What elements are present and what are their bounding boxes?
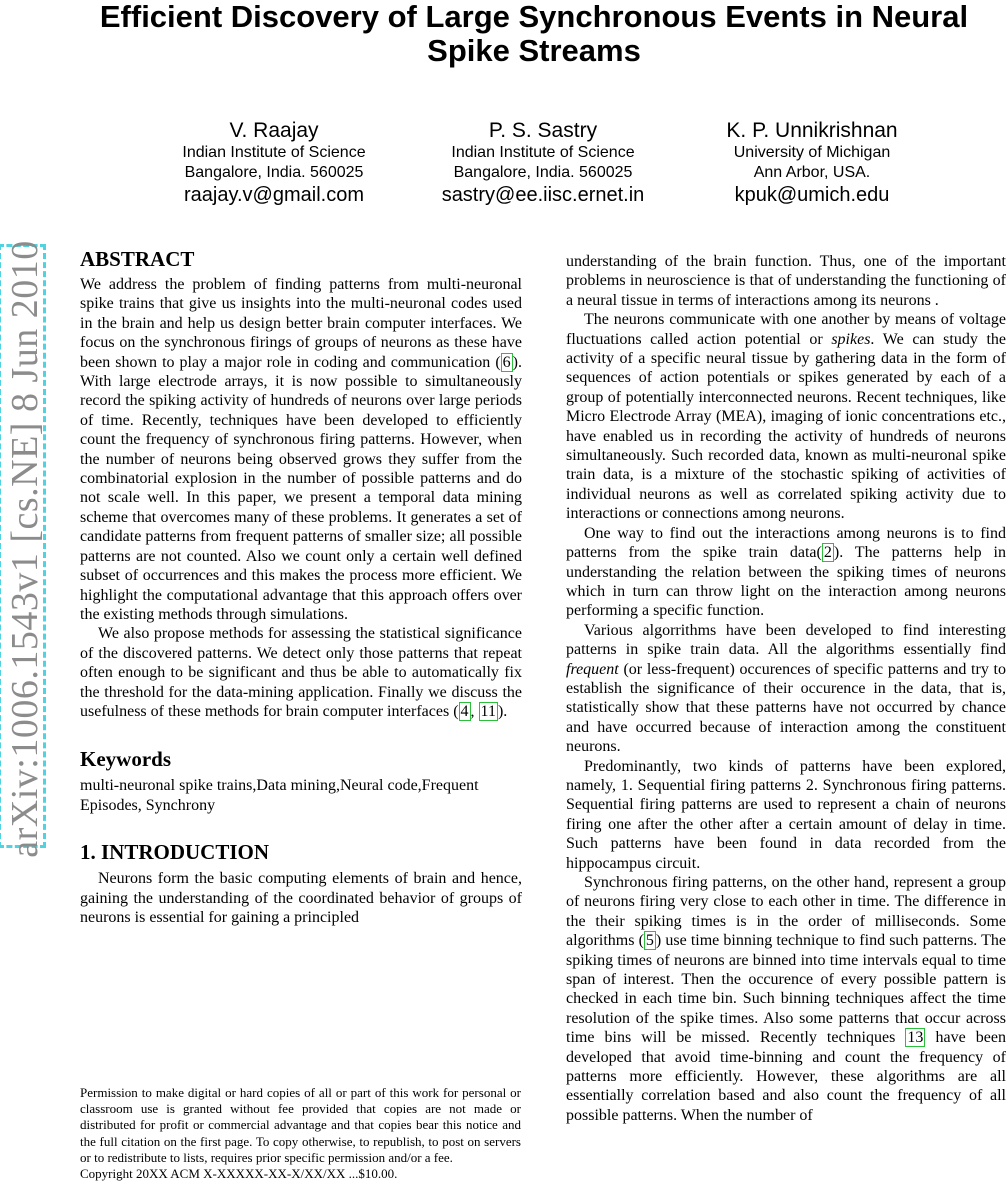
author-name: K. P. Unnikrishnan	[726, 119, 898, 142]
copyright-line: Copyright 20XX ACM X-XXXXX-XX-X/XX/XX ...$10.00.	[80, 1166, 398, 1182]
body-paragraph: Synchronous firing patterns, on the other hand, represent a group of neurons firing very close to each other in time. The difference in the their spiking times is in the order of milliseconds. Some algorithms ( 5 ) use time binning technique to find such patterns. The spiking times of neurons are binned into time intervals equal to time span of interest. Then the occurence of every possible pattern is checked in each time bin. Such binning techniques affect the time resolution of the spike times. Also some patterns that occur across time bins will be missed. Recently techniques 13 have been developed that avoid time-binning and count the frequency of patterns more efficiently. However, these algorithms are all essentially correlation based and also count the frequency of all possible patterns. When the number of	[566, 874, 1007, 1124]
author-affiliation: Indian Institute of Science	[182, 144, 366, 161]
author-email[interactable]: sastry@ee.iisc.ernet.in	[441, 184, 645, 206]
keywords-heading: Keywords	[80, 747, 171, 772]
permission-text: Permission to make digital or hard copies of all or part of this work for personal or classroom use is granted without fee provided that copies are not made or distributed for profit or commercial advantage and that copies bear this notice and the full citation on the first page. To copy otherwise, to republish, to post on servers or to redistribute to lists, requires prior specific permission and/or a fee.	[80, 1085, 521, 1165]
body-paragraph: Predominantly, two kinds of patterns have been explored, namely, 1. Sequential firing patterns 2. Synchronous firing patterns. Sequential firing patterns are used to represent a chain of neurons firing one after the other after a certain amount of delay in time. Such patterns have been found in data recorded from the hippocampus circuit.	[566, 757, 1006, 872]
author-2	[428, 118, 658, 207]
keywords-text: multi-neuronal spike trains,Data mining,Neural code,Frequent Episodes, Synchrony	[80, 777, 479, 814]
left-column	[80, 246, 522, 927]
citation-link[interactable]: 6	[502, 353, 511, 371]
body-paragraph: Various algorrithms have been developed to find interesting patterns in spike train data. All the algorithms essentially find frequent (or less-frequent) occurences of specific patterns and try to establish the significance of their occurence in the data, that is, statistically show that these patterns have not occurred by chance and have occurred because of interaction among the constituent neurons.	[566, 621, 1006, 756]
author-address: Bangalore, India. 560025	[453, 164, 633, 181]
author-email[interactable]: kpuk@umich.edu	[734, 184, 890, 206]
introduction-heading: 1. INTRODUCTION	[80, 840, 270, 865]
arxiv-stamp-box[interactable]	[0, 240, 46, 858]
intro-paragraph: Neurons form the basic computing elements of brain and hence, gaining the understanding of the coordinated behavior of groups of neurons is essential for gaining a principled	[80, 870, 522, 926]
citation-link[interactable]: 13	[907, 1029, 924, 1047]
body-paragraph: understanding of the brain function. Thus, one of the important problems in neuroscience is that of understanding the functioning of a neural tissue in terms of interactions among its neurons .	[566, 253, 1006, 309]
author-address: Ann Arbor, USA.	[753, 164, 871, 181]
author-affiliation: Indian Institute of Science	[451, 144, 635, 161]
arxiv-identifier: arXiv:1006.1543v1 [cs.NE] 8 Jun 2010	[4, 240, 46, 858]
body-paragraph: One way to find out the interactions among neurons is to find patterns from the spike train data( 2 ). The patterns help in understanding the relation between the spiking times of neurons which in turn can throw light on the interaction among neurons performing a specific function.	[566, 524, 1006, 620]
author-1	[168, 118, 380, 207]
citation-link[interactable]: 4	[460, 702, 469, 720]
citation-link[interactable]: 5	[645, 932, 654, 950]
abstract-heading: ABSTRACT	[80, 247, 195, 271]
author-3	[712, 118, 912, 207]
author-name: V. Raajay	[229, 119, 319, 142]
paper-title: Efficient Discovery of Large Synchronous Events in Neural Spike Streams	[99, 0, 969, 68]
author-email[interactable]: raajay.v@gmail.com	[184, 184, 364, 206]
author-name: P. S. Sastry	[488, 119, 598, 142]
citation-link[interactable]: 2	[823, 544, 832, 562]
body-paragraph: The neurons communicate with one another by means of voltage fluctuations called action potential or spikes. We can study the activity of a specific neural tissue by gathering data in the form of sequences of action potentials or spikes generated by each of a group of potentially interconnected neurons. Recent techniques, like Micro Electrode Array (MEA), imaging of ionic concentrations etc., have enabled us in recording the activity of hundreds of neurons simultaneously. Such recorded data, known as multi-neuronal spike train data, is a mixture of the stochastic spiking of activities of individual neurons as well as correlated spiking activity due to interactions or connections among neurons.	[566, 311, 1007, 523]
right-column	[566, 252, 1006, 1125]
author-address: Bangalore, India. 560025	[184, 164, 364, 181]
permission-footnote	[80, 1085, 521, 1182]
abstract-paragraph: We address the problem of finding patterns from multi-neuronal spike trains that give us insights into the multi-neuronal codes used in the brain and help us design better brain computer interfaces. We focus on the synchronous firings of groups of neurons as these have been shown to play a major role in coding and communication ( 6 ). With large electrode arrays, it is now possible to simultaneously record the spiking activity of hundreds of neurons over large periods of time. Recently, techniques have been developed to efficiently count the frequency of synchronous firing patterns. However, when the number of neurons being observed grows they suffer from the combinatorial explosion in the number of possible patterns and do not scale well. In this paper, we present a temporal data mining scheme that overcomes many of these problems. It generates a set of candidate patterns from frequent patterns of smaller size; all possible patterns are not counted. Also we count only a certain well defined subset of occurrences and this makes the process more efficient. We highlight the computational advantage that this approach offers over the existing methods through simulations.	[80, 276, 522, 623]
abstract-paragraph: We also propose methods for assessing the statistical significance of the discovered patterns. We detect only those patterns that repeat often enough to be significant and thus be able to automatically fix the threshold for the data-mining application. Finally we discuss the usefulness of these methods for brain computer interfaces ( 4 , 11 ).	[80, 625, 522, 720]
author-affiliation: University of Michigan	[733, 144, 891, 161]
citation-link[interactable]: 11	[480, 702, 496, 720]
